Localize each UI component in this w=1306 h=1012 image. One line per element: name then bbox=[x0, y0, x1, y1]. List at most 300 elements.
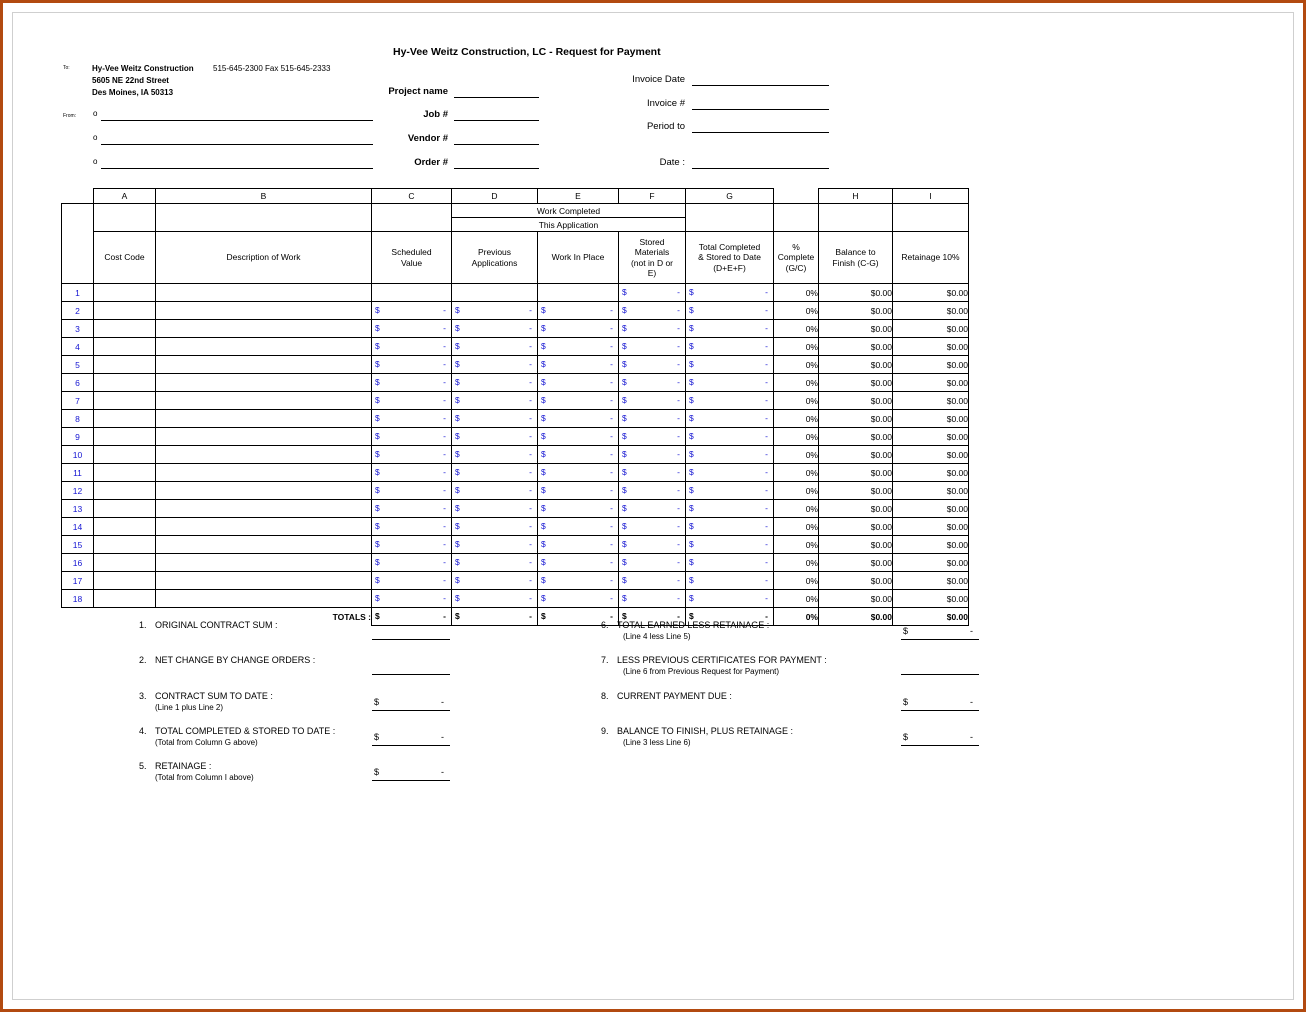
table-row[interactable] bbox=[62, 518, 969, 536]
row-retainage[interactable]: $0.00 bbox=[893, 428, 969, 446]
row-stored-materials[interactable] bbox=[619, 428, 686, 446]
row-stored-materials-value: - bbox=[677, 575, 680, 585]
row-item-number[interactable]: 8 bbox=[62, 410, 94, 428]
row-stored-materials[interactable] bbox=[619, 572, 686, 590]
row-item-number[interactable]: 3 bbox=[62, 320, 94, 338]
header-description: Description of Work bbox=[156, 232, 372, 284]
summary-right-8-amount[interactable] bbox=[901, 698, 979, 711]
col-letter-h: H bbox=[819, 189, 893, 204]
row-stored-materials-value: - bbox=[677, 539, 680, 549]
row-balance-to-finish[interactable]: $0.00 bbox=[819, 320, 893, 338]
row-pct-complete[interactable]: 0% bbox=[774, 284, 819, 302]
row-work-in-place[interactable] bbox=[538, 302, 619, 320]
row-retainage[interactable]: $0.00 bbox=[893, 500, 969, 518]
row-total-completed-value: - bbox=[765, 377, 768, 387]
row-balance-to-finish[interactable]: $0.00 bbox=[819, 338, 893, 356]
row-cost-code[interactable] bbox=[94, 446, 156, 464]
row-stored-materials[interactable] bbox=[619, 338, 686, 356]
row-item-number[interactable]: 15 bbox=[62, 536, 94, 554]
row-total-completed-value: - bbox=[765, 557, 768, 567]
row-total-completed[interactable] bbox=[686, 500, 774, 518]
row-total-completed-value: - bbox=[765, 359, 768, 369]
row-balance-to-finish[interactable]: $0.00 bbox=[819, 500, 893, 518]
row-retainage[interactable]: $0.00 bbox=[893, 410, 969, 428]
table-row[interactable] bbox=[62, 500, 969, 518]
row-scheduled-value[interactable] bbox=[372, 410, 452, 428]
row-item-number[interactable]: 6 bbox=[62, 374, 94, 392]
row-item-number[interactable]: 13 bbox=[62, 500, 94, 518]
summary-left-2-amount[interactable] bbox=[372, 662, 450, 675]
row-stored-materials[interactable] bbox=[619, 500, 686, 518]
from-line-3[interactable] bbox=[101, 168, 373, 169]
from-line-1[interactable] bbox=[101, 120, 373, 121]
row-pct-complete[interactable]: 0% bbox=[774, 590, 819, 608]
row-balance-to-finish[interactable]: $0.00 bbox=[819, 482, 893, 500]
row-balance-to-finish[interactable]: $0.00 bbox=[819, 428, 893, 446]
row-work-in-place-symbol: $ bbox=[541, 341, 546, 351]
table-row[interactable] bbox=[62, 356, 969, 374]
row-previous-applications[interactable] bbox=[452, 500, 538, 518]
summary-left-5 bbox=[139, 761, 211, 771]
header-previous-line2: Applications bbox=[471, 257, 518, 268]
row-description[interactable] bbox=[156, 284, 372, 302]
row-description[interactable] bbox=[156, 338, 372, 356]
summary-left-3-symbol: $ bbox=[374, 697, 380, 707]
row-description[interactable] bbox=[156, 554, 372, 572]
row-item-number[interactable]: 2 bbox=[62, 302, 94, 320]
row-total-completed[interactable] bbox=[686, 464, 774, 482]
row-pct-complete[interactable]: 0% bbox=[774, 464, 819, 482]
header-previous-line1: Previous bbox=[477, 247, 512, 258]
row-description[interactable] bbox=[156, 392, 372, 410]
header-stored-line3: (not in D or bbox=[630, 257, 674, 268]
row-work-in-place[interactable] bbox=[538, 518, 619, 536]
row-balance-to-finish[interactable]: $0.00 bbox=[819, 518, 893, 536]
row-previous-applications[interactable] bbox=[452, 518, 538, 536]
row-scheduled-value[interactable] bbox=[372, 356, 452, 374]
row-total-completed[interactable] bbox=[686, 572, 774, 590]
row-scheduled-value[interactable] bbox=[372, 428, 452, 446]
row-item-number[interactable]: 16 bbox=[62, 554, 94, 572]
row-stored-materials[interactable] bbox=[619, 590, 686, 608]
row-balance-to-finish[interactable]: $0.00 bbox=[819, 590, 893, 608]
row-stored-materials-value: - bbox=[677, 305, 680, 315]
row-pct-complete[interactable]: 0% bbox=[774, 410, 819, 428]
totals-spacer-item bbox=[62, 608, 94, 626]
invoice-date-label: Invoice Date bbox=[632, 74, 685, 85]
row-scheduled-value-value: - bbox=[443, 305, 446, 315]
order-number-input[interactable] bbox=[454, 168, 539, 169]
from-mark-3: o bbox=[93, 157, 98, 166]
row-retainage[interactable]: $0.00 bbox=[893, 554, 969, 572]
row-item-number[interactable]: 7 bbox=[62, 392, 94, 410]
row-work-in-place[interactable] bbox=[538, 590, 619, 608]
row-stored-materials[interactable] bbox=[619, 410, 686, 428]
row-description[interactable] bbox=[156, 356, 372, 374]
row-previous-applications[interactable] bbox=[452, 590, 538, 608]
summary-right-7-amount[interactable] bbox=[901, 662, 979, 675]
row-work-in-place[interactable] bbox=[538, 446, 619, 464]
row-retainage[interactable]: $0.00 bbox=[893, 320, 969, 338]
summary-right-9-num: 9. bbox=[601, 726, 609, 736]
row-balance-to-finish[interactable]: $0.00 bbox=[819, 572, 893, 590]
summary-left-5-symbol: $ bbox=[374, 767, 380, 777]
table-row[interactable] bbox=[62, 572, 969, 590]
row-previous-applications[interactable] bbox=[452, 572, 538, 590]
row-pct-complete[interactable]: 0% bbox=[774, 320, 819, 338]
row-work-in-place[interactable] bbox=[538, 392, 619, 410]
row-work-in-place[interactable] bbox=[538, 464, 619, 482]
row-cost-code[interactable] bbox=[94, 464, 156, 482]
row-total-completed[interactable] bbox=[686, 536, 774, 554]
row-total-completed[interactable] bbox=[686, 320, 774, 338]
row-work-in-place[interactable] bbox=[538, 554, 619, 572]
row-work-in-place[interactable] bbox=[538, 284, 619, 302]
row-item-number[interactable]: 9 bbox=[62, 428, 94, 446]
summary-left-5-amount[interactable] bbox=[372, 768, 450, 781]
row-retainage[interactable]: $0.00 bbox=[893, 482, 969, 500]
row-balance-to-finish[interactable]: $0.00 bbox=[819, 374, 893, 392]
row-pct-complete[interactable]: 0% bbox=[774, 500, 819, 518]
row-total-completed[interactable] bbox=[686, 446, 774, 464]
summary-left-3 bbox=[139, 691, 273, 701]
row-retainage[interactable]: $0.00 bbox=[893, 374, 969, 392]
summary-right-6-label: TOTAL EARNED LESS RETAINAGE : bbox=[617, 620, 770, 630]
balance-header-spacer bbox=[819, 204, 893, 232]
row-scheduled-value[interactable] bbox=[372, 500, 452, 518]
header-work-in-place: Work In Place bbox=[538, 232, 619, 284]
row-stored-materials[interactable] bbox=[619, 446, 686, 464]
row-pct-complete[interactable]: 0% bbox=[774, 374, 819, 392]
row-description[interactable] bbox=[156, 536, 372, 554]
row-pct-complete[interactable]: 0% bbox=[774, 482, 819, 500]
table-row[interactable] bbox=[62, 428, 969, 446]
row-total-completed-symbol: $ bbox=[689, 359, 694, 369]
row-scheduled-value[interactable] bbox=[372, 572, 452, 590]
row-retainage[interactable]: $0.00 bbox=[893, 338, 969, 356]
header-total-completed bbox=[686, 232, 774, 284]
row-total-completed-symbol: $ bbox=[689, 305, 694, 315]
col-letter-c: C bbox=[372, 189, 452, 204]
row-description[interactable] bbox=[156, 374, 372, 392]
row-stored-materials[interactable] bbox=[619, 518, 686, 536]
row-scheduled-value[interactable] bbox=[372, 284, 452, 302]
row-total-completed-symbol: $ bbox=[689, 413, 694, 423]
row-stored-materials[interactable] bbox=[619, 374, 686, 392]
row-item-number[interactable]: 17 bbox=[62, 572, 94, 590]
summary-left-4-amount[interactable] bbox=[372, 733, 450, 746]
header-total-line2: & Stored to Date bbox=[698, 252, 761, 263]
row-scheduled-value[interactable] bbox=[372, 320, 452, 338]
row-retainage[interactable]: $0.00 bbox=[893, 572, 969, 590]
table-row[interactable] bbox=[62, 482, 969, 500]
row-stored-materials[interactable] bbox=[619, 392, 686, 410]
row-stored-materials[interactable] bbox=[619, 554, 686, 572]
period-to-input[interactable] bbox=[692, 132, 829, 133]
row-cost-code[interactable] bbox=[94, 338, 156, 356]
row-total-completed-value: - bbox=[765, 323, 768, 333]
row-total-completed[interactable] bbox=[686, 284, 774, 302]
table-row[interactable] bbox=[62, 554, 969, 572]
row-pct-complete[interactable]: 0% bbox=[774, 428, 819, 446]
row-previous-applications[interactable] bbox=[452, 464, 538, 482]
row-total-completed[interactable] bbox=[686, 392, 774, 410]
table-row[interactable] bbox=[62, 392, 969, 410]
row-description[interactable] bbox=[156, 320, 372, 338]
row-balance-to-finish[interactable]: $0.00 bbox=[819, 410, 893, 428]
row-description[interactable] bbox=[156, 464, 372, 482]
row-total-completed[interactable] bbox=[686, 302, 774, 320]
row-work-in-place[interactable] bbox=[538, 338, 619, 356]
row-previous-applications-symbol: $ bbox=[455, 449, 460, 459]
row-work-in-place-symbol: $ bbox=[541, 323, 546, 333]
row-balance-to-finish[interactable]: $0.00 bbox=[819, 554, 893, 572]
row-retainage[interactable]: $0.00 bbox=[893, 356, 969, 374]
row-scheduled-value[interactable] bbox=[372, 590, 452, 608]
row-total-completed[interactable] bbox=[686, 374, 774, 392]
row-stored-materials[interactable] bbox=[619, 302, 686, 320]
row-cost-code[interactable] bbox=[94, 374, 156, 392]
row-previous-applications-value: - bbox=[529, 431, 532, 441]
summary-left-5-value: - bbox=[441, 767, 444, 777]
row-pct-complete[interactable]: 0% bbox=[774, 302, 819, 320]
row-retainage[interactable]: $0.00 bbox=[893, 590, 969, 608]
row-previous-applications[interactable] bbox=[452, 446, 538, 464]
row-item-number[interactable]: 14 bbox=[62, 518, 94, 536]
row-retainage[interactable]: $0.00 bbox=[893, 464, 969, 482]
row-total-completed[interactable] bbox=[686, 554, 774, 572]
row-stored-materials[interactable] bbox=[619, 536, 686, 554]
row-scheduled-value[interactable] bbox=[372, 536, 452, 554]
row-scheduled-value-value: - bbox=[443, 377, 446, 387]
row-stored-materials[interactable] bbox=[619, 464, 686, 482]
vendor-number-input[interactable] bbox=[454, 144, 539, 145]
row-total-completed[interactable] bbox=[686, 482, 774, 500]
row-previous-applications[interactable] bbox=[452, 338, 538, 356]
row-cost-code[interactable] bbox=[94, 590, 156, 608]
row-cost-code[interactable] bbox=[94, 356, 156, 374]
row-scheduled-value[interactable] bbox=[372, 302, 452, 320]
row-previous-applications-symbol: $ bbox=[455, 323, 460, 333]
row-previous-applications-value: - bbox=[529, 521, 532, 531]
row-pct-complete[interactable]: 0% bbox=[774, 392, 819, 410]
row-description[interactable] bbox=[156, 518, 372, 536]
table-row[interactable] bbox=[62, 302, 969, 320]
row-retainage[interactable]: $0.00 bbox=[893, 302, 969, 320]
row-scheduled-value[interactable] bbox=[372, 518, 452, 536]
row-work-in-place[interactable] bbox=[538, 500, 619, 518]
totals-label: TOTALS : bbox=[332, 611, 371, 622]
row-scheduled-value[interactable] bbox=[372, 482, 452, 500]
row-balance-to-finish[interactable]: $0.00 bbox=[819, 446, 893, 464]
row-previous-applications[interactable] bbox=[452, 428, 538, 446]
row-description[interactable] bbox=[156, 482, 372, 500]
row-pct-complete[interactable]: 0% bbox=[774, 518, 819, 536]
row-work-in-place-value: - bbox=[610, 575, 613, 585]
row-item-number[interactable]: 10 bbox=[62, 446, 94, 464]
row-stored-materials[interactable] bbox=[619, 284, 686, 302]
row-scheduled-value[interactable] bbox=[372, 446, 452, 464]
summary-left-1 bbox=[139, 620, 278, 630]
row-cost-code[interactable] bbox=[94, 536, 156, 554]
row-scheduled-value-value: - bbox=[443, 413, 446, 423]
row-previous-applications[interactable] bbox=[452, 392, 538, 410]
row-total-completed-value: - bbox=[765, 395, 768, 405]
summary-left-1-amount[interactable] bbox=[372, 627, 450, 640]
summary-left-5-num: 5. bbox=[139, 761, 147, 771]
table-row[interactable] bbox=[62, 320, 969, 338]
row-work-in-place-value: - bbox=[610, 323, 613, 333]
row-stored-materials[interactable] bbox=[619, 356, 686, 374]
row-stored-materials-symbol: $ bbox=[622, 521, 627, 531]
summary-right-9-amount[interactable] bbox=[901, 733, 979, 746]
totals-retainage: $0.00 bbox=[893, 608, 969, 626]
summary-right-6-amount[interactable] bbox=[901, 627, 979, 640]
row-stored-materials-symbol: $ bbox=[622, 431, 627, 441]
row-stored-materials[interactable] bbox=[619, 482, 686, 500]
project-name-input[interactable] bbox=[454, 97, 539, 98]
row-description[interactable] bbox=[156, 410, 372, 428]
row-balance-to-finish[interactable]: $0.00 bbox=[819, 284, 893, 302]
row-description[interactable] bbox=[156, 500, 372, 518]
row-retainage[interactable]: $0.00 bbox=[893, 518, 969, 536]
row-work-in-place-symbol: $ bbox=[541, 593, 546, 603]
row-previous-applications[interactable] bbox=[452, 320, 538, 338]
row-work-in-place[interactable] bbox=[538, 410, 619, 428]
row-scheduled-value[interactable] bbox=[372, 392, 452, 410]
row-cost-code[interactable] bbox=[94, 302, 156, 320]
row-work-in-place[interactable] bbox=[538, 536, 619, 554]
row-balance-to-finish[interactable]: $0.00 bbox=[819, 302, 893, 320]
row-item-number[interactable]: 12 bbox=[62, 482, 94, 500]
company-phone: 515-645-2300 Fax 515-645-2333 bbox=[213, 64, 331, 73]
row-work-in-place-value: - bbox=[610, 431, 613, 441]
date-input[interactable] bbox=[692, 168, 829, 169]
row-total-completed-symbol: $ bbox=[689, 449, 694, 459]
table-row[interactable] bbox=[62, 590, 969, 608]
row-pct-complete[interactable]: 0% bbox=[774, 572, 819, 590]
row-previous-applications-value: - bbox=[529, 593, 532, 603]
row-total-completed[interactable] bbox=[686, 338, 774, 356]
row-stored-materials-symbol: $ bbox=[622, 467, 627, 477]
row-description[interactable] bbox=[156, 302, 372, 320]
row-total-completed[interactable] bbox=[686, 428, 774, 446]
row-cost-code[interactable] bbox=[94, 518, 156, 536]
row-balance-to-finish[interactable]: $0.00 bbox=[819, 536, 893, 554]
row-description[interactable] bbox=[156, 446, 372, 464]
header-pct-line1: % bbox=[792, 242, 800, 253]
row-balance-to-finish[interactable]: $0.00 bbox=[819, 356, 893, 374]
row-item-number[interactable]: 1 bbox=[62, 284, 94, 302]
row-stored-materials[interactable] bbox=[619, 320, 686, 338]
summary-left-4-label: TOTAL COMPLETED & STORED TO DATE : bbox=[155, 726, 336, 736]
row-cost-code[interactable] bbox=[94, 410, 156, 428]
row-pct-complete[interactable]: 0% bbox=[774, 338, 819, 356]
row-pct-complete[interactable]: 0% bbox=[774, 554, 819, 572]
table-row[interactable] bbox=[62, 284, 969, 302]
row-item-number[interactable]: 11 bbox=[62, 464, 94, 482]
row-work-in-place[interactable] bbox=[538, 572, 619, 590]
row-cost-code[interactable] bbox=[94, 554, 156, 572]
row-scheduled-value[interactable] bbox=[372, 338, 452, 356]
table-row[interactable] bbox=[62, 374, 969, 392]
row-total-completed[interactable] bbox=[686, 410, 774, 428]
row-cost-code[interactable] bbox=[94, 500, 156, 518]
row-item-number[interactable]: 18 bbox=[62, 590, 94, 608]
row-balance-to-finish[interactable]: $0.00 bbox=[819, 392, 893, 410]
row-pct-complete[interactable]: 0% bbox=[774, 356, 819, 374]
row-scheduled-value[interactable] bbox=[372, 374, 452, 392]
row-scheduled-value-value: - bbox=[443, 323, 446, 333]
row-total-completed[interactable] bbox=[686, 590, 774, 608]
row-scheduled-value-symbol: $ bbox=[375, 593, 380, 603]
row-total-completed[interactable] bbox=[686, 356, 774, 374]
table-row[interactable] bbox=[62, 338, 969, 356]
job-number-input[interactable] bbox=[454, 120, 539, 121]
row-previous-applications[interactable] bbox=[452, 410, 538, 428]
row-previous-applications[interactable] bbox=[452, 302, 538, 320]
row-total-completed-symbol: $ bbox=[689, 377, 694, 387]
row-work-in-place[interactable] bbox=[538, 428, 619, 446]
row-work-in-place[interactable] bbox=[538, 356, 619, 374]
row-retainage[interactable]: $0.00 bbox=[893, 536, 969, 554]
invoice-date-input[interactable] bbox=[692, 85, 829, 86]
row-work-in-place[interactable] bbox=[538, 320, 619, 338]
from-line-2[interactable] bbox=[101, 144, 373, 145]
row-retainage[interactable]: $0.00 bbox=[893, 392, 969, 410]
row-balance-to-finish[interactable]: $0.00 bbox=[819, 464, 893, 482]
row-previous-applications[interactable] bbox=[452, 536, 538, 554]
row-previous-applications[interactable] bbox=[452, 554, 538, 572]
table-row[interactable] bbox=[62, 410, 969, 428]
row-description[interactable] bbox=[156, 428, 372, 446]
row-previous-applications[interactable] bbox=[452, 374, 538, 392]
row-cost-code[interactable] bbox=[94, 572, 156, 590]
row-pct-complete[interactable]: 0% bbox=[774, 446, 819, 464]
row-previous-applications[interactable] bbox=[452, 284, 538, 302]
row-total-completed-symbol: $ bbox=[689, 467, 694, 477]
row-retainage[interactable]: $0.00 bbox=[893, 284, 969, 302]
table-row[interactable] bbox=[62, 446, 969, 464]
row-work-in-place[interactable] bbox=[538, 374, 619, 392]
row-work-in-place[interactable] bbox=[538, 482, 619, 500]
row-description[interactable] bbox=[156, 572, 372, 590]
row-item-number[interactable]: 5 bbox=[62, 356, 94, 374]
row-retainage[interactable]: $0.00 bbox=[893, 446, 969, 464]
table-row[interactable] bbox=[62, 464, 969, 482]
summary-left-3-amount[interactable] bbox=[372, 698, 450, 711]
row-cost-code[interactable] bbox=[94, 428, 156, 446]
table-row[interactable] bbox=[62, 536, 969, 554]
row-cost-code[interactable] bbox=[94, 392, 156, 410]
row-scheduled-value-value: - bbox=[443, 359, 446, 369]
row-work-in-place-symbol: $ bbox=[541, 521, 546, 531]
row-previous-applications[interactable] bbox=[452, 356, 538, 374]
row-scheduled-value[interactable] bbox=[372, 554, 452, 572]
row-cost-code[interactable] bbox=[94, 482, 156, 500]
row-total-completed[interactable] bbox=[686, 518, 774, 536]
row-item-number[interactable]: 4 bbox=[62, 338, 94, 356]
row-stored-materials-value: - bbox=[677, 521, 680, 531]
summary-left-2 bbox=[139, 655, 315, 665]
row-description[interactable] bbox=[156, 590, 372, 608]
row-pct-complete[interactable]: 0% bbox=[774, 536, 819, 554]
invoice-number-input[interactable] bbox=[692, 109, 829, 110]
row-cost-code[interactable] bbox=[94, 284, 156, 302]
row-scheduled-value[interactable] bbox=[372, 464, 452, 482]
row-cost-code[interactable] bbox=[94, 320, 156, 338]
row-previous-applications[interactable] bbox=[452, 482, 538, 500]
